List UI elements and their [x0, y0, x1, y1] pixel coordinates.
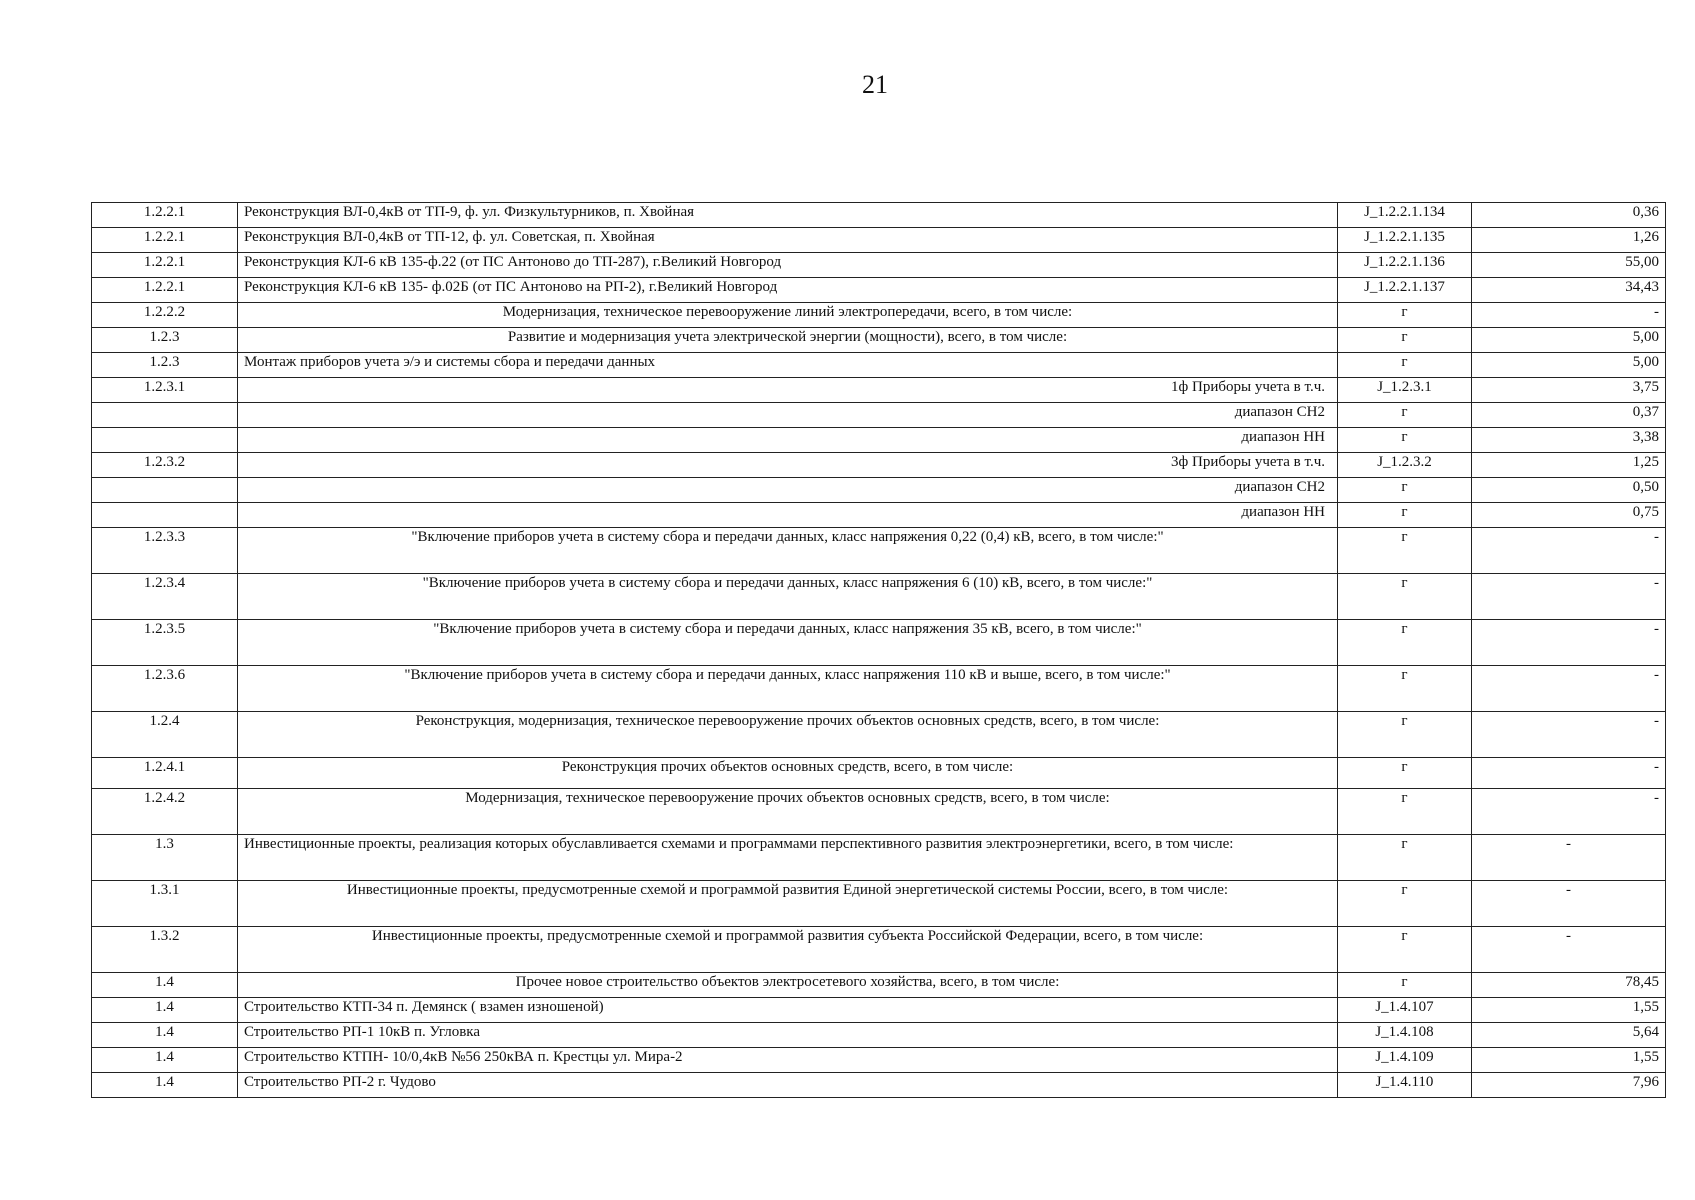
row-number: 1.3 — [92, 835, 238, 881]
row-number: 1.2.2.1 — [92, 278, 238, 303]
table-row — [92, 666, 1666, 712]
table-row — [92, 428, 1666, 453]
table-row — [92, 574, 1666, 620]
row-name: Строительство КТП-34 п. Демянск ( взамен изношеной) — [238, 998, 1338, 1023]
row-code: J_1.2.2.1.134 — [1338, 203, 1472, 228]
row-code: г — [1338, 503, 1472, 528]
row-value: 1,55 — [1472, 1048, 1666, 1073]
row-name: Реконструкция, модернизация, техническое перевооружение прочих объектов основных средств, всего, в том числе: — [238, 712, 1338, 758]
table-row — [92, 278, 1666, 303]
row-number: 1.2.3.2 — [92, 453, 238, 478]
row-code: г — [1338, 973, 1472, 998]
row-name: Реконструкция ВЛ-0,4кВ от ТП-12, ф. ул. Советская, п. Хвойная — [238, 228, 1338, 253]
row-code: J_1.2.2.1.137 — [1338, 278, 1472, 303]
row-name: Реконструкция ВЛ-0,4кВ от ТП-9, ф. ул. Физкультурников, п. Хвойная — [238, 203, 1338, 228]
row-name: Модернизация, техническое перевооружение прочих объектов основных средств, всего, в том числе: — [238, 789, 1338, 835]
row-name: Модернизация, техническое перевооружение линий электропередачи, всего, в том числе: — [238, 303, 1338, 328]
row-value: 1,26 — [1472, 228, 1666, 253]
row-number: 1.2.3.6 — [92, 666, 238, 712]
row-value: - — [1472, 666, 1666, 712]
row-code: г — [1338, 881, 1472, 927]
table-row — [92, 303, 1666, 328]
row-name: Строительство РП-1 10кВ п. Угловка — [238, 1023, 1338, 1048]
table-row — [92, 973, 1666, 998]
row-code: J_1.4.107 — [1338, 998, 1472, 1023]
table-row — [92, 328, 1666, 353]
row-name: "Включение приборов учета в систему сбора и передачи данных, класс напряжения 35 кВ, всего, в том числе:" — [238, 620, 1338, 666]
row-code: J_1.2.2.1.136 — [1338, 253, 1472, 278]
table-row — [92, 712, 1666, 758]
table-row — [92, 620, 1666, 666]
table-row — [92, 927, 1666, 973]
row-code: J_1.2.2.1.135 — [1338, 228, 1472, 253]
row-number: 1.2.3.1 — [92, 378, 238, 403]
table-row — [92, 253, 1666, 278]
row-code: г — [1338, 428, 1472, 453]
table-row — [92, 789, 1666, 835]
row-value: - — [1472, 574, 1666, 620]
row-value: - — [1472, 881, 1666, 927]
row-code: J_1.4.108 — [1338, 1023, 1472, 1048]
row-value: - — [1472, 620, 1666, 666]
row-name: Реконструкция КЛ-6 кВ 135-ф.22 (от ПС Антоново до ТП-287), г.Великий Новгород — [238, 253, 1338, 278]
row-value: - — [1472, 758, 1666, 789]
row-code: г — [1338, 353, 1472, 378]
row-code: г — [1338, 528, 1472, 574]
row-name: диапазон НН — [238, 503, 1338, 528]
table-row — [92, 453, 1666, 478]
row-value: 0,75 — [1472, 503, 1666, 528]
row-value: - — [1472, 303, 1666, 328]
row-code: г — [1338, 403, 1472, 428]
row-number — [92, 403, 238, 428]
row-code: г — [1338, 927, 1472, 973]
row-value: 7,96 — [1472, 1073, 1666, 1098]
investment-table — [91, 202, 1666, 1098]
table-row — [92, 1073, 1666, 1098]
row-name: Инвестиционные проекты, предусмотренные схемой и программой развития Единой энергетической системы России, всего, в том числе: — [238, 881, 1338, 927]
row-code: г — [1338, 328, 1472, 353]
row-code: г — [1338, 478, 1472, 503]
row-code: J_1.2.3.2 — [1338, 453, 1472, 478]
row-value: 5,00 — [1472, 328, 1666, 353]
table-row — [92, 998, 1666, 1023]
row-name: диапазон СН2 — [238, 478, 1338, 503]
row-name: "Включение приборов учета в систему сбора и передачи данных, класс напряжения 110 кВ и выше, всего, в том числе:" — [238, 666, 1338, 712]
row-name: 1ф Приборы учета в т.ч. — [238, 378, 1338, 403]
row-code: г — [1338, 789, 1472, 835]
row-value: 3,38 — [1472, 428, 1666, 453]
row-value: 0,50 — [1472, 478, 1666, 503]
row-number: 1.4 — [92, 1023, 238, 1048]
row-value: 34,43 — [1472, 278, 1666, 303]
row-value: 55,00 — [1472, 253, 1666, 278]
row-number: 1.2.3.3 — [92, 528, 238, 574]
row-name: "Включение приборов учета в систему сбора и передачи данных, класс напряжения 6 (10) кВ, всего, в том числе:" — [238, 574, 1338, 620]
row-number: 1.3.1 — [92, 881, 238, 927]
row-number: 1.2.3 — [92, 353, 238, 378]
table-row — [92, 1048, 1666, 1073]
row-number — [92, 428, 238, 453]
row-value: - — [1472, 528, 1666, 574]
row-number: 1.4 — [92, 973, 238, 998]
row-number: 1.2.2.1 — [92, 203, 238, 228]
row-code: г — [1338, 712, 1472, 758]
row-name: Строительство РП-2 г. Чудово — [238, 1073, 1338, 1098]
table-row — [92, 1023, 1666, 1048]
table-row — [92, 353, 1666, 378]
row-number: 1.2.3 — [92, 328, 238, 353]
table-row — [92, 528, 1666, 574]
table-row — [92, 503, 1666, 528]
row-value: 3,75 — [1472, 378, 1666, 403]
page-number: 21 — [862, 70, 888, 99]
row-number — [92, 503, 238, 528]
table-row — [92, 203, 1666, 228]
table-row — [92, 403, 1666, 428]
row-value: 78,45 — [1472, 973, 1666, 998]
row-name: диапазон СН2 — [238, 403, 1338, 428]
row-value: 1,55 — [1472, 998, 1666, 1023]
table-row — [92, 835, 1666, 881]
row-code: г — [1338, 303, 1472, 328]
row-code: J_1.2.3.1 — [1338, 378, 1472, 403]
row-number: 1.4 — [92, 1048, 238, 1073]
row-value: 0,37 — [1472, 403, 1666, 428]
row-code: г — [1338, 758, 1472, 789]
row-name: "Включение приборов учета в систему сбора и передачи данных, класс напряжения 0,22 (0,4) кВ, всего, в том числе:" — [238, 528, 1338, 574]
row-value: - — [1472, 789, 1666, 835]
row-number: 1.2.4.1 — [92, 758, 238, 789]
row-value: 1,25 — [1472, 453, 1666, 478]
row-code: J_1.4.110 — [1338, 1073, 1472, 1098]
row-name: Инвестиционные проекты, реализация которых обуславливается схемами и программами перспективного развития электроэнергетики, всего, в том числе: — [238, 835, 1338, 881]
row-code: г — [1338, 666, 1472, 712]
row-name: диапазон НН — [238, 428, 1338, 453]
row-number: 1.2.4 — [92, 712, 238, 758]
row-value: 0,36 — [1472, 203, 1666, 228]
table-row — [92, 228, 1666, 253]
row-name: Монтаж приборов учета э/э и системы сбора и передачи данных — [238, 353, 1338, 378]
row-name: Строительство КТПН- 10/0,4кВ №56 250кВА п. Крестцы ул. Мира-2 — [238, 1048, 1338, 1073]
row-name: Развитие и модернизация учета электрической энергии (мощности), всего, в том числе: — [238, 328, 1338, 353]
row-value: - — [1472, 927, 1666, 973]
row-number: 1.2.3.4 — [92, 574, 238, 620]
row-name: 3ф Приборы учета в т.ч. — [238, 453, 1338, 478]
row-number: 1.3.2 — [92, 927, 238, 973]
row-number: 1.2.2.2 — [92, 303, 238, 328]
row-number: 1.2.2.1 — [92, 228, 238, 253]
row-name: Инвестиционные проекты, предусмотренные схемой и программой развития субъекта Российской Федерации, всего, в том числе: — [238, 927, 1338, 973]
row-number: 1.2.2.1 — [92, 253, 238, 278]
table-row — [92, 758, 1666, 789]
row-value: - — [1472, 712, 1666, 758]
table-row — [92, 881, 1666, 927]
row-code: г — [1338, 835, 1472, 881]
row-value: 5,64 — [1472, 1023, 1666, 1048]
row-code: г — [1338, 620, 1472, 666]
row-number: 1.4 — [92, 998, 238, 1023]
row-number: 1.4 — [92, 1073, 238, 1098]
row-number: 1.2.3.5 — [92, 620, 238, 666]
row-value: 5,00 — [1472, 353, 1666, 378]
row-name: Реконструкция прочих объектов основных средств, всего, в том числе: — [238, 758, 1338, 789]
row-number — [92, 478, 238, 503]
row-name: Реконструкция КЛ-6 кВ 135- ф.02Б (от ПС Антоново на РП-2), г.Великий Новгород — [238, 278, 1338, 303]
row-name: Прочее новое строительство объектов электросетевого хозяйства, всего, в том числе: — [238, 973, 1338, 998]
table-row — [92, 478, 1666, 503]
row-value: - — [1472, 835, 1666, 881]
row-number: 1.2.4.2 — [92, 789, 238, 835]
row-code: г — [1338, 574, 1472, 620]
table-row — [92, 378, 1666, 403]
row-code: J_1.4.109 — [1338, 1048, 1472, 1073]
